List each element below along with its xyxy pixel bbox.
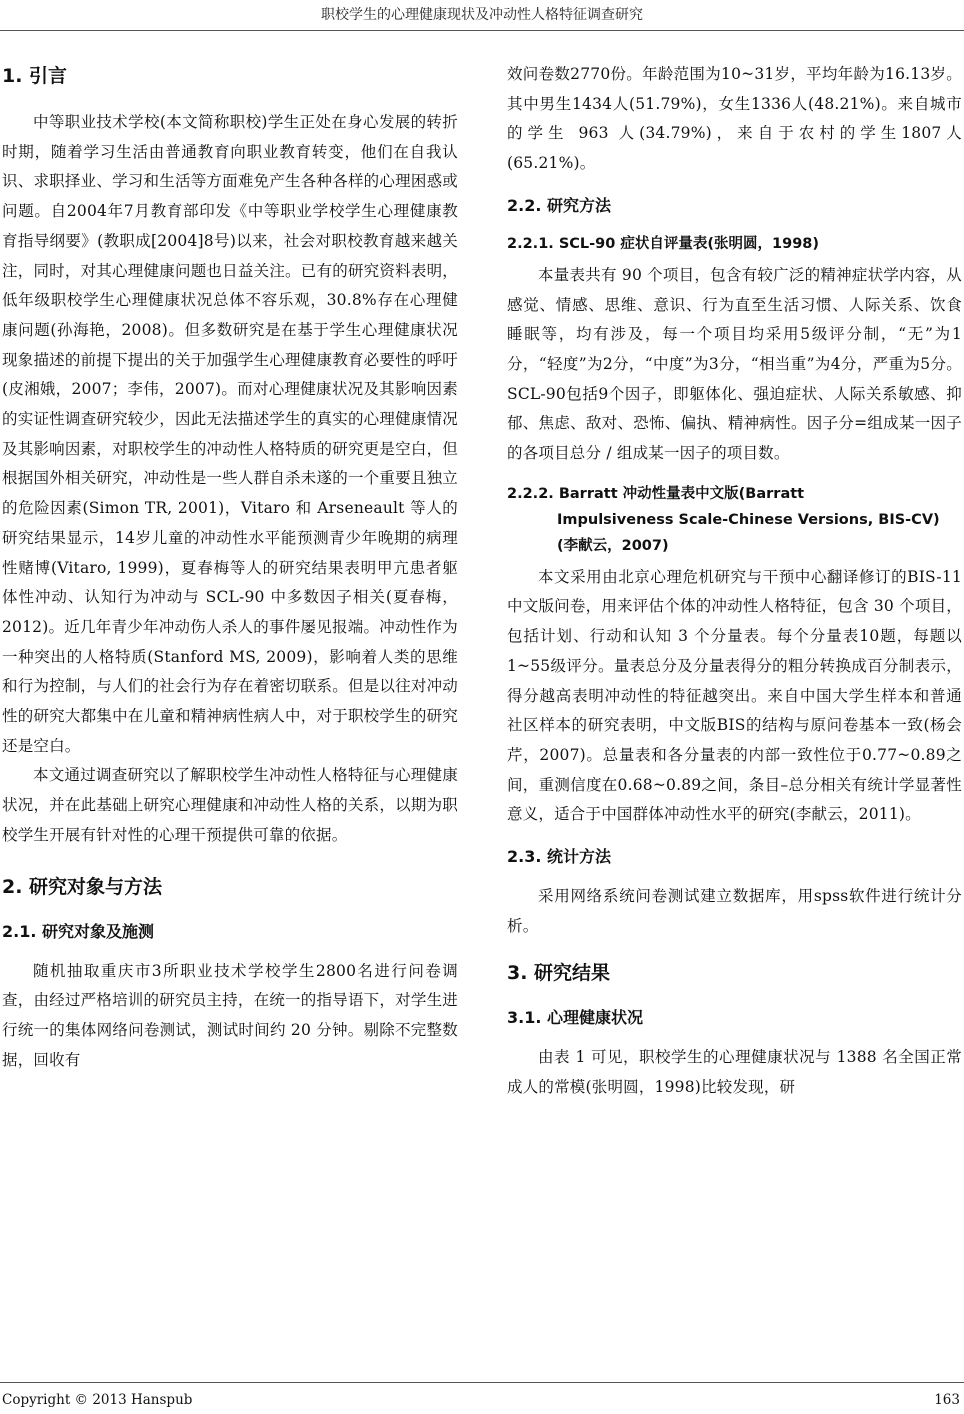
running-header: 职校学生的心理健康现状及冲动性人格特征调查研究	[321, 7, 643, 23]
intro-paragraph-2: 本文通过调查研究以了解职校学生冲动性人格特征与心理健康状况，并在此基础上研究心理健康和冲动性人格的关系，以期为职校学生开展有针对性的心理干预提供可靠的依据。	[2, 766, 458, 844]
section-2-1-heading: 2.1. 研究对象及施测	[2, 921, 154, 941]
section-2-2-2-heading-line1: 2.2.2. Barratt 冲动性量表中文版(Barratt	[507, 485, 805, 502]
section-2-2-heading: 2.2. 研究方法	[507, 195, 611, 215]
section-2-2-2-heading	[507, 481, 962, 559]
header-divider	[0, 30, 964, 31]
section-1-heading: 1. 引言	[2, 65, 68, 87]
subjects-paragraph-continued: 效问卷数2770份。年龄范围为10~31岁，平均年龄为16.13岁。其中男生1434人(51.79%)，女生1336人(48.21%)。来自城市的学生 963 人(34.79%)，来自于农村的学生1807人(65.21%)。	[507, 65, 962, 173]
footer-divider	[0, 1382, 964, 1383]
section-2-heading: 2. 研究对象与方法	[2, 875, 163, 898]
section-2-2-2-heading-line3: (李献云，2007)	[557, 537, 669, 554]
statistics-paragraph: 采用网络系统问卷测试建立数据库，用spss软件进行统计分析。	[507, 887, 962, 935]
copyright-notice: Copyright © 2013 Hanspub	[2, 1392, 193, 1408]
section-2-3-heading: 2.3. 统计方法	[507, 847, 611, 867]
section-2-2-2-heading-line2: Impulsiveness Scale-Chinese Versions, BIS-CV)	[557, 511, 940, 528]
subjects-paragraph: 随机抽取重庆市3所职业技术学校学生2800名进行问卷调查，由经过严格培训的研究员主持，在统一的指导语下，对学生进行统一的集体网络问卷测试，测试时间约 20 分钟。剔除不完整数据，回收有	[2, 961, 458, 1069]
right-column	[507, 60, 962, 1103]
bis-paragraph: 本文采用由北京心理危机研究与干预中心翻译修订的BIS-11中文版问卷，用来评估个体的冲动性人格特征，包含 30 个项目，包括计划、行动和认知 3 个分量表。每个分量表10题，每题以1~55级评分。量表总分及分量表得分的粗分转换成百分制表示，得分越高表明冲动性的特征越突出。来自中国大学生样本和普通社区样本的研究表明，中文版BIS的结构与原问卷基本一致(杨会芹，2007)。总量表和各分量表的内部一致性位于0.77~0.89之间，重测信度在0.68~0.89之间，条目–总分相关有统计学显著性意义，适合于中国群体冲动性水平的研究(李献云，2011)。	[507, 567, 962, 824]
intro-paragraph-1: 中等职业技术学校(本文简称职校)学生正处在身心发展的转折时期，随着学习生活由普通教育向职业教育转变，他们在自我认识、求职择业、学习和生活等方面难免产生各种各样的心理困惑或问题。自2004年7月教育部印发《中等职业学校学生心理健康教育指导纲要》(教职成[2004]8号)以来，社会对职校教育越来越关注，同时，对其心理健康问题也日益关注。已有的研究资料表明，低年级职校学生心理健康状况总体不容乐观，30.8%存在心理健康问题(孙海艳，2008)。但多数研究是在基于学生心理健康状况现象描述的前提下提出的关于加强学生心理健康教育必要性的呼吁(皮湘娥，2007；李伟，2007)。而对心理健康状况及其影响因素的实证性调查研究较少，因此无法描述学生的真实的心理健康情况及其影响因素，对职校学生的冲动性人格特质的研究更是空白，但根据国外相关研究，冲动性是一些人群自杀未遂的一个重要且独立的危险因素(Simon TR, 2001)，Vitaro 和 Arseneault 等人的研究结果显示，14岁儿童的冲动性水平能预测青少年晚期的病理性赌博(Vitaro, 1999)，夏春梅等人的研究结果表明甲亢患者躯体性冲动、认知行为冲动与 SCL-90 中多数因子相关(夏春梅，2012)。近几年青少年冲动伤人杀人的事件屡见报端。冲动性作为一种突出的人格特质(Stanford MS, 2009)，影响着人类的思维和行为控制，与人们的社会行为存在着密切联系。但是以往对冲动性的研究大都集中在儿童和精神病性病人中，对于职校学生的研究还是空白。	[2, 113, 458, 755]
page-number: 163	[934, 1392, 960, 1408]
results-paragraph: 由表 1 可见，职校学生的心理健康状况与 1388 名全国正常成人的常模(张明圆，1998)比较发现，研	[507, 1048, 962, 1097]
left-column	[2, 52, 458, 1075]
section-2-2-1-heading: 2.2.1. SCL-90 症状自评量表(张明圆，1998)	[507, 235, 820, 252]
section-3-heading: 3. 研究结果	[507, 962, 611, 985]
scl90-paragraph: 本量表共有 90 个项目，包含有较广泛的精神症状学内容，从感觉、情感、思维、意识、行为直至生活习惯、人际关系、饮食睡眠等，均有涉及，每一个项目均采用5级评分制，“无”为1分，“轻度”为2分，“中度”为3分，“相当重”为4分，严重为5分。SCL-90包括9个因子，即躯体化、强迫症状、人际关系敏感、抑郁、焦虑、敌对、恐怖、偏执、精神病性。因子分=组成某一因子的各项目总分 / 组成某一因子的项目数。	[507, 265, 962, 463]
section-3-1-heading: 3.1. 心理健康状况	[507, 1008, 643, 1028]
